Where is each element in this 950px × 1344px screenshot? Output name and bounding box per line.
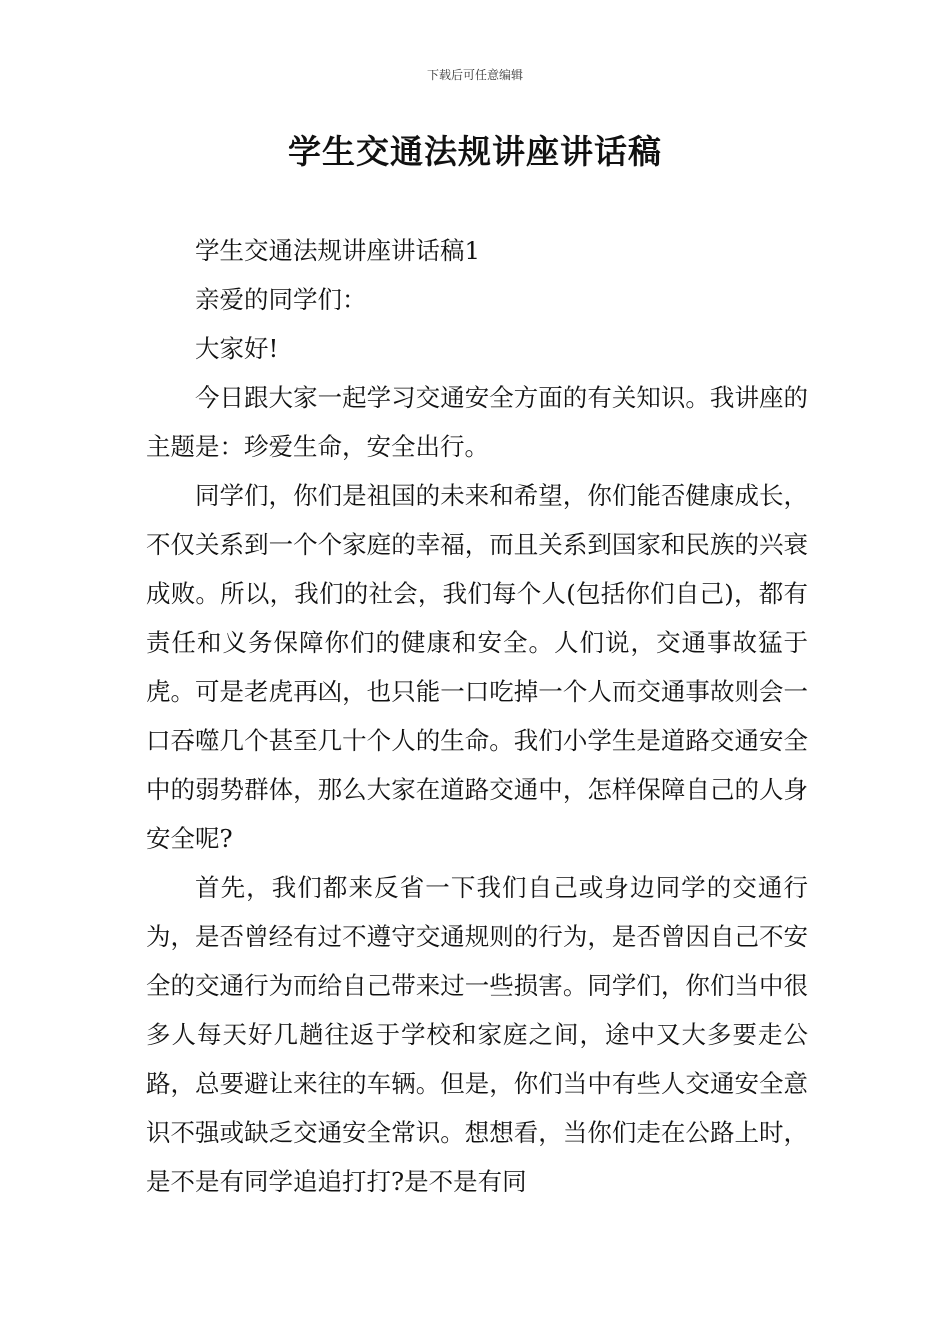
paragraph-subtitle: 学生交通法规讲座讲话稿1 [195,236,481,265]
paragraph-salutation: 亲爱的同学们： [195,285,367,314]
paragraph-intro: 今日跟大家一起学习交通安全方面的有关知识。我讲座的主题是：珍爱生命，安全出行。 [146,383,808,461]
paragraph-body: 同学们，你们是祖国的未来和希望，你们能否健康成长，不仅关系到一个个家庭的幸福，而且关系到国家和民族的兴衰成败。所以，我们的社会，我们每个人(包括你们自己)，都有责任和义务保障你们的健康和安全。人们说，交通事故猛于虎。可是老虎再凶，也只能一口吃掉一个人而交通事故则会一口吞噬几个甚至几十个人的生命。我们小学生是道路交通安全中的弱势群体，那么大家在道路交通中，怎样保障自己的人身安全呢? [146,481,808,853]
paragraph-body: 首先，我们都来反省一下我们自己或身边同学的交通行为，是否曾经有过不遵守交通规则的行为，是否曾因自己不安全的交通行为而给自己带来过一些损害。同学们，你们当中很多人每天好几趟往返于学校和家庭之间，途中又大多要走公路，总要避让来往的车辆。但是，你们当中有些人交通安全意识不强或缺乏交通安全常识。想想看，当你们走在公路上时，是不是有同学追追打打?是不是有同 [146,873,808,1196]
paragraph-greeting: 大家好! [195,334,279,363]
document-title: 学生交通法规讲座讲话稿 [288,132,662,171]
document-body [146,226,808,1206]
header-note: 下载后可任意编辑 [426,68,523,82]
